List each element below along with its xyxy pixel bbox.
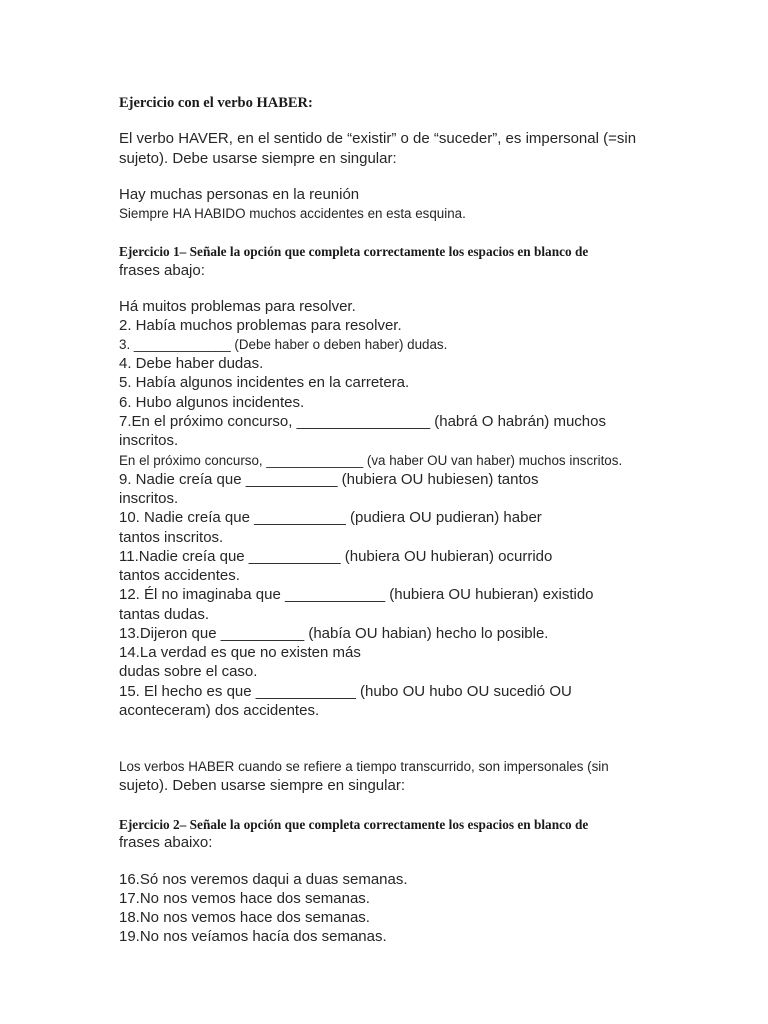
exercise-1-line: 3. _____________ (Debe haber o deben haber) dudas. bbox=[119, 337, 448, 352]
exercise-1-line: 11.Nadie creía que ___________ (hubiera OU hubieran) ocurrido bbox=[119, 548, 553, 565]
exercise-1-line: tantas dudas. bbox=[119, 606, 210, 623]
example-line: Hay muchas personas en la reunión bbox=[119, 186, 360, 203]
exercise-1-line: 13.Dijeron que __________ (había OU habian) hecho lo posible. bbox=[119, 625, 549, 642]
exercise-2-heading-cont: frases abaixo: bbox=[119, 834, 213, 851]
document-title: Ejercicio con el verbo HABER: bbox=[119, 95, 313, 111]
exercise-2-line: 17.No nos vemos hace dos semanas. bbox=[119, 890, 370, 907]
exercise-1-line: 7.En el próximo concurso, ________________ (habrá O habrán) muchos bbox=[119, 413, 606, 430]
exercise-1-line: inscritos. bbox=[119, 490, 179, 507]
exercise-1-line: 9. Nadie creía que ___________ (hubiera OU hubiesen) tantos bbox=[119, 471, 539, 488]
exercise-1-line: dudas sobre el caso. bbox=[119, 663, 258, 680]
exercise-1-line: 15. El hecho es que ____________ (hubo OU hubo OU sucedió OU bbox=[119, 683, 572, 700]
exercise-1-line: 5. Había algunos incidentes en la carretera. bbox=[119, 374, 410, 391]
exercise-1-heading-cont: frases abajo: bbox=[119, 262, 205, 279]
intro-line: sujeto). Debe usarse siempre en singular: bbox=[119, 150, 397, 167]
exercise-1-line: 4. Debe haber dudas. bbox=[119, 355, 264, 372]
exercise-1-line: 12. Él no imaginaba que ____________ (hubiera OU hubieran) existido bbox=[119, 586, 594, 603]
exercise-1-line: En el próximo concurso, _____________ (va haber OU van haber) muchos inscritos. bbox=[119, 453, 623, 468]
exercise-1-line: 14.La verdad es que no existen más bbox=[119, 644, 361, 661]
exercise-2-line: 18.No nos vemos hace dos semanas. bbox=[119, 909, 370, 926]
exercise-1-line: tantos inscritos. bbox=[119, 529, 224, 546]
intro-line: El verbo HAVER, en el sentido de “existir” o de “suceder”, es impersonal (=sin bbox=[119, 130, 637, 147]
exercise-2-line: 19.No nos veíamos hacía dos semanas. bbox=[119, 928, 387, 945]
exercise-1-heading: Ejercicio 1– Señale la opción que completa correctamente los espacios en blanco de bbox=[119, 244, 589, 259]
exercise-1-line: tantos accidentes. bbox=[119, 567, 240, 584]
example-line: Siempre HA HABIDO muchos accidentes en esta esquina. bbox=[119, 206, 466, 221]
exercise-1-line: 6. Hubo algunos incidentes. bbox=[119, 394, 305, 411]
exercise-1-line: 10. Nadie creía que ___________ (pudiera OU pudieran) haber bbox=[119, 509, 542, 526]
exercise-1-line: inscritos. bbox=[119, 432, 179, 449]
exercise-1-line: Há muitos problemas para resolver. bbox=[119, 298, 356, 315]
exercise-1-line: aconteceram) dos accidentes. bbox=[119, 702, 320, 719]
exercise-1-line: 2. Había muchos problemas para resolver. bbox=[119, 317, 402, 334]
exercise-2-line: 16.Só nos veremos daqui a duas semanas. bbox=[119, 871, 408, 888]
note-line: sujeto). Deben usarse siempre en singular: bbox=[119, 777, 405, 794]
note-line: Los verbos HABER cuando se refiere a tiempo transcurrido, son impersonales (sin bbox=[119, 759, 609, 774]
exercise-2-heading: Ejercicio 2– Señale la opción que completa correctamente los espacios en blanco de bbox=[119, 817, 589, 832]
